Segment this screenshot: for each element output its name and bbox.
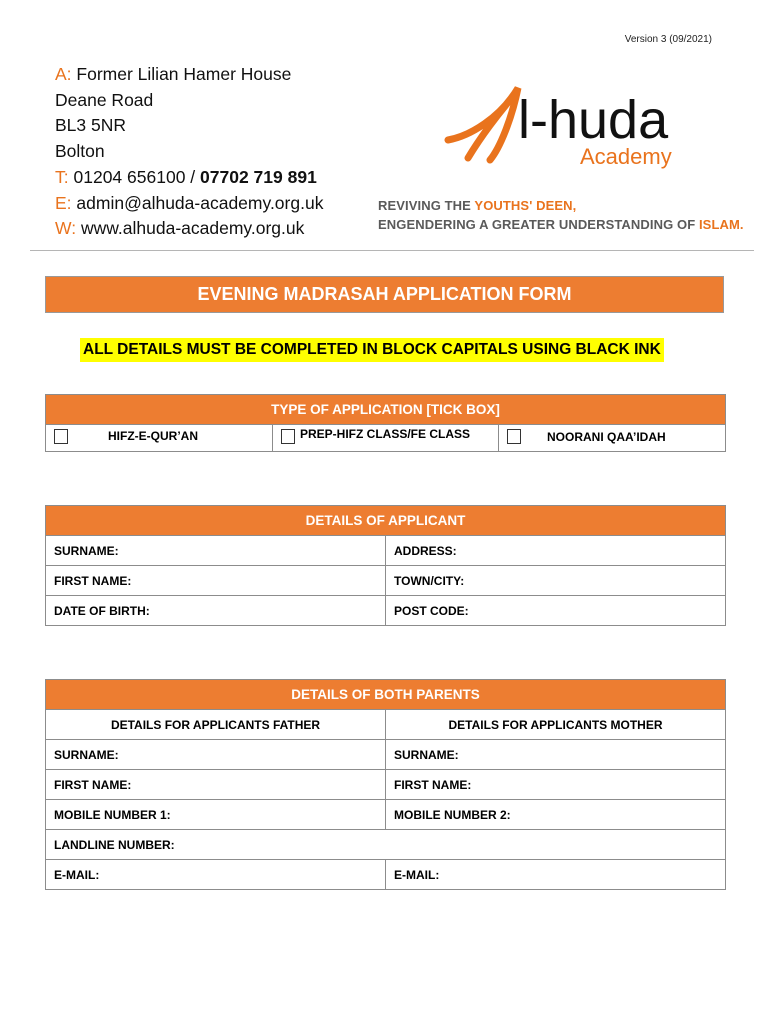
applicant-heading: DETAILS OF APPLICANT [46,506,726,536]
father-email-field[interactable]: E-MAIL: [46,860,386,890]
option-label: NOORANI QAA’IDAH [547,430,666,444]
mobile-number-2-field[interactable]: MOBILE NUMBER 2: [386,800,726,830]
application-type-table [45,394,726,452]
post-code-field[interactable]: POST CODE: [386,596,726,626]
alhuda-logo [440,78,700,178]
address-label: A: [55,64,72,84]
parents-details-table [45,679,726,890]
block-capitals-notice: ALL DETAILS MUST BE COMPLETED IN BLOCK CAPITALS USING BLACK INK [80,338,664,362]
option-label: HIFZ-E-QUR’AN [108,429,198,443]
date-of-birth-field[interactable]: DATE OF BIRTH: [46,596,386,626]
application-type-heading: TYPE OF APPLICATION [TICK BOX] [46,395,726,425]
applicant-details-table [45,505,726,626]
father-heading: DETAILS FOR APPLICANTS FATHER [46,710,386,740]
tagline: REVIVING THE YOUTHS' DEEN, ENGENDERING A GREATER UNDERSTANDING OF ISLAM. [378,198,744,232]
website-link[interactable]: www.alhuda-academy.org.uk [80,218,305,239]
surname-field[interactable]: SURNAME: [46,536,386,566]
option-noorani[interactable] [499,425,726,452]
father-first-name-field[interactable]: FIRST NAME: [46,770,386,800]
father-surname-field[interactable]: SURNAME: [46,740,386,770]
email-link[interactable]: admin@alhuda-academy.org.uk [76,192,324,213]
landline-number-field[interactable]: LANDLINE NUMBER: [46,830,726,860]
address-line-1: A: Former Lilian Hamer House [55,64,292,84]
telephone-line: T: 01204 656100 / 07702 719 891 [55,166,317,187]
header-divider [30,250,754,251]
hifz-checkbox[interactable] [54,429,68,444]
logo-sub-text: Academy [580,144,672,169]
prep-hifz-checkbox[interactable] [281,429,295,444]
website-line: W: www.alhuda-academy.org.uk [55,218,305,239]
version-label: Version 3 (09/2021) [624,34,712,45]
form-title: EVENING MADRASAH APPLICATION FORM [45,276,724,313]
mother-heading: DETAILS FOR APPLICANTS MOTHER [386,710,726,740]
town-city-field[interactable]: TOWN/CITY: [386,566,726,596]
address-line-4: Bolton [55,141,105,162]
contact-block [55,62,323,242]
parents-heading: DETAILS OF BOTH PARENTS [46,680,726,710]
address-line-2: Deane Road [55,89,154,110]
mother-first-name-field[interactable]: FIRST NAME: [386,770,726,800]
mobile-number-1-field[interactable]: MOBILE NUMBER 1: [46,800,386,830]
logo-main-text: l-huda [518,90,669,150]
first-name-field[interactable]: FIRST NAME: [46,566,386,596]
option-label: PREP-HIFZ CLASS/FE CLASS [300,427,471,441]
mother-surname-field[interactable]: SURNAME: [386,740,726,770]
option-prep-hifz[interactable] [273,425,499,452]
option-hifz[interactable] [46,425,273,452]
mother-email-field[interactable]: E-MAIL: [386,860,726,890]
noorani-checkbox[interactable] [507,429,521,444]
email-line: E: admin@alhuda-academy.org.uk [55,192,324,213]
address-line-3: BL3 5NR [55,115,127,136]
address-field[interactable]: ADDRESS: [386,536,726,566]
